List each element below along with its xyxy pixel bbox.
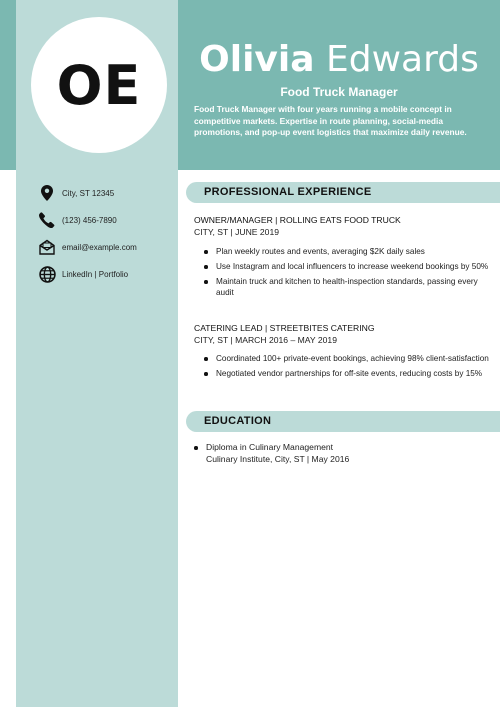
job-1-bullets [204,246,490,302]
contact-links-text: LinkedIn | Portfolio [62,269,129,279]
job-2-bullets [204,353,490,383]
education-entry [194,442,484,465]
globe-icon [38,265,56,283]
job-1-location-date: CITY, ST | JUNE 2019 [194,227,280,237]
list-item: Use Instagram and local influencers to increase weekend bookings by 50% [204,261,490,272]
professional-summary: Food Truck Manager with four years running a mobile concept in competitive markets. Expertise in route planning, social-media promotions, and pop-up event logistics that maximize daily revenue. [194,104,467,137]
contact-location-text: City, ST 12345 [62,188,115,198]
phone-icon [38,211,56,229]
monogram: OE [56,53,142,117]
job-1-title: OWNER/MANAGER | ROLLING EATS FOOD TRUCK [194,215,401,225]
job-2-location-date: CITY, ST | MARCH 2016 – MAY 2019 [194,335,337,345]
job-title: Food Truck Manager [280,85,398,99]
list-item: Plan weekly routes and events, averaging $2K daily sales [204,246,490,257]
experience-heading: PROFESSIONAL EXPERIENCE [204,186,372,198]
list-item: Coordinated 100+ private-event bookings, achieving 98% client-satisfaction [204,353,490,364]
location-pin-icon [38,184,56,202]
contact-phone [38,211,178,229]
education-section-header [186,411,500,432]
education-item [194,442,484,465]
last-name: Edwards [325,39,479,80]
job-2-title: CATERING LEAD | STREETBITES CATERING [194,323,375,333]
degree: Diploma in Culinary Management [206,442,334,452]
experience-section-header [186,182,500,203]
list-item: Maintain truck and kitchen to health-inspection standards, passing every audit [204,276,490,298]
first-name: Olivia [199,39,315,80]
candidate-name [178,38,500,82]
list-item: Negotiated vendor partnerships for off-site events, reducing costs by 15% [204,368,490,379]
contact-email-text: email@example.com [62,242,137,252]
envelope-icon [38,238,56,256]
contact-email [38,238,178,256]
school-line: Culinary Institute, City, ST | May 2016 [206,453,350,464]
contact-phone-text: (123) 456-7890 [62,215,117,225]
contact-links [38,265,178,283]
contact-location [38,184,178,202]
education-heading: EDUCATION [204,415,272,427]
monogram-circle [31,17,167,153]
